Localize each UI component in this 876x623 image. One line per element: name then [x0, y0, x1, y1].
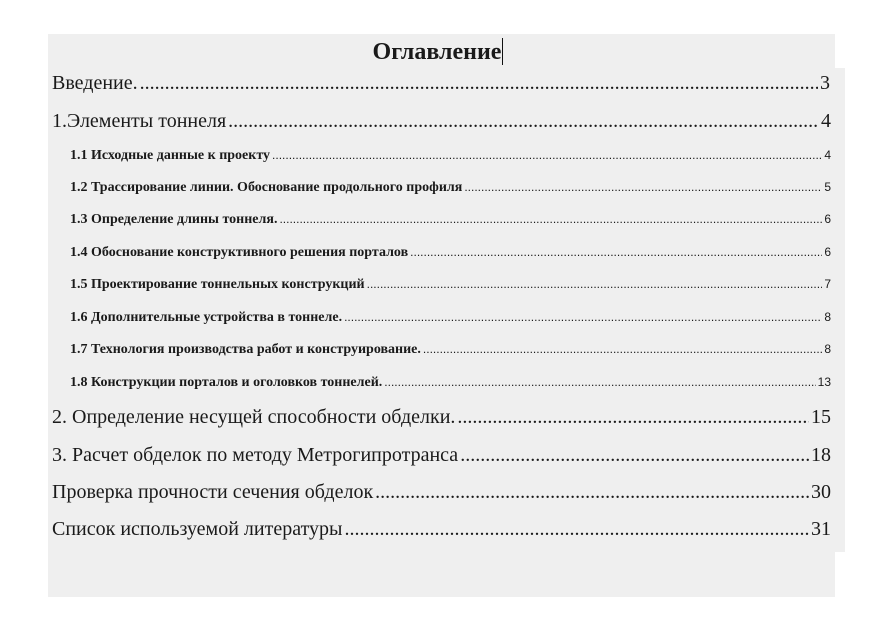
toc-entry-page: 8 — [824, 342, 831, 356]
toc-entry-label: 1.8 Конструкции порталов и оголовков тоннелей. — [70, 375, 383, 390]
text-cursor — [502, 38, 503, 65]
toc-entry-page: 30 — [811, 481, 831, 503]
dot-leader — [375, 479, 809, 505]
toc-entry-label: Список используемой литературы — [52, 518, 343, 540]
dot-leader — [410, 242, 822, 262]
toc-entry-label: 1.7 Технология производства работ и конструирование. — [70, 342, 421, 357]
toc-entry-strength-check[interactable] — [52, 479, 831, 505]
dot-leader — [344, 307, 822, 327]
toc-heading-text: Оглавление — [372, 39, 502, 65]
toc-entry-bearing-capacity[interactable] — [52, 404, 831, 430]
toc-entry-1-6[interactable] — [70, 307, 831, 328]
dot-leader — [423, 339, 822, 359]
toc-entry-page: 6 — [824, 245, 831, 259]
toc-entry-label: 1.4 Обоснование конструктивного решения порталов — [70, 245, 409, 260]
toc-entry-metrogiprotrans[interactable] — [52, 442, 831, 468]
toc-entry-label: 2. Определение несущей способности обделки. — [52, 406, 456, 428]
dot-leader — [279, 209, 822, 229]
toc-entry-label: 3. Расчет обделок по методу Метрогипротранса — [52, 444, 459, 466]
dot-leader — [460, 442, 809, 468]
toc-entry-page: 7 — [824, 277, 831, 291]
dot-leader — [367, 274, 823, 294]
dot-leader — [345, 516, 810, 542]
toc-entry-label: Введение. — [52, 72, 138, 94]
document-page-edge — [835, 68, 845, 552]
toc-entry-introduction[interactable] — [52, 70, 830, 96]
toc-entry-label: 1.2 Трассирование линии. Обоснование продольного профиля — [70, 180, 463, 195]
toc-entry-page: 13 — [817, 375, 831, 389]
toc-entry-page: 3 — [820, 72, 830, 94]
dot-leader — [464, 177, 822, 197]
toc-entry-page: 31 — [811, 518, 831, 540]
dot-leader — [457, 404, 809, 430]
toc-entry-1-3[interactable] — [70, 209, 831, 230]
toc-entry-references[interactable] — [52, 516, 831, 542]
toc-entry-page: 8 — [824, 310, 831, 324]
dot-leader — [384, 372, 815, 392]
toc-entry-1-4[interactable] — [70, 242, 831, 263]
toc-entry-label: 1.1 Исходные данные к проекту — [70, 148, 271, 163]
toc-entry-1-8[interactable] — [70, 372, 831, 393]
toc-entry-tunnel-elements[interactable] — [52, 108, 831, 134]
toc-entry-page: 4 — [821, 110, 831, 132]
toc-entry-1-2[interactable] — [70, 177, 831, 198]
toc-entry-page: 5 — [824, 180, 831, 194]
toc-entry-label: 1.6 Дополнительные устройства в тоннеле. — [70, 310, 343, 325]
dot-leader — [272, 145, 822, 165]
toc-entry-label: 1.5 Проектирование тоннельных конструкций — [70, 277, 365, 292]
dot-leader — [140, 70, 818, 96]
toc-entry-label: 1.Элементы тоннеля — [52, 110, 227, 132]
toc-entry-page: 6 — [824, 212, 831, 226]
toc-entry-page: 18 — [811, 444, 831, 466]
toc-heading[interactable] — [0, 36, 876, 68]
dot-leader — [228, 108, 819, 134]
toc-entry-1-7[interactable] — [70, 339, 831, 360]
toc-entry-page: 4 — [824, 148, 831, 162]
toc-entry-1-5[interactable] — [70, 274, 831, 295]
toc-entry-1-1[interactable] — [70, 145, 831, 166]
toc-entry-page: 15 — [811, 406, 831, 428]
toc-entry-label: 1.3 Определение длины тоннеля. — [70, 212, 278, 227]
toc-entry-label: Проверка прочности сечения обделок — [52, 481, 374, 503]
